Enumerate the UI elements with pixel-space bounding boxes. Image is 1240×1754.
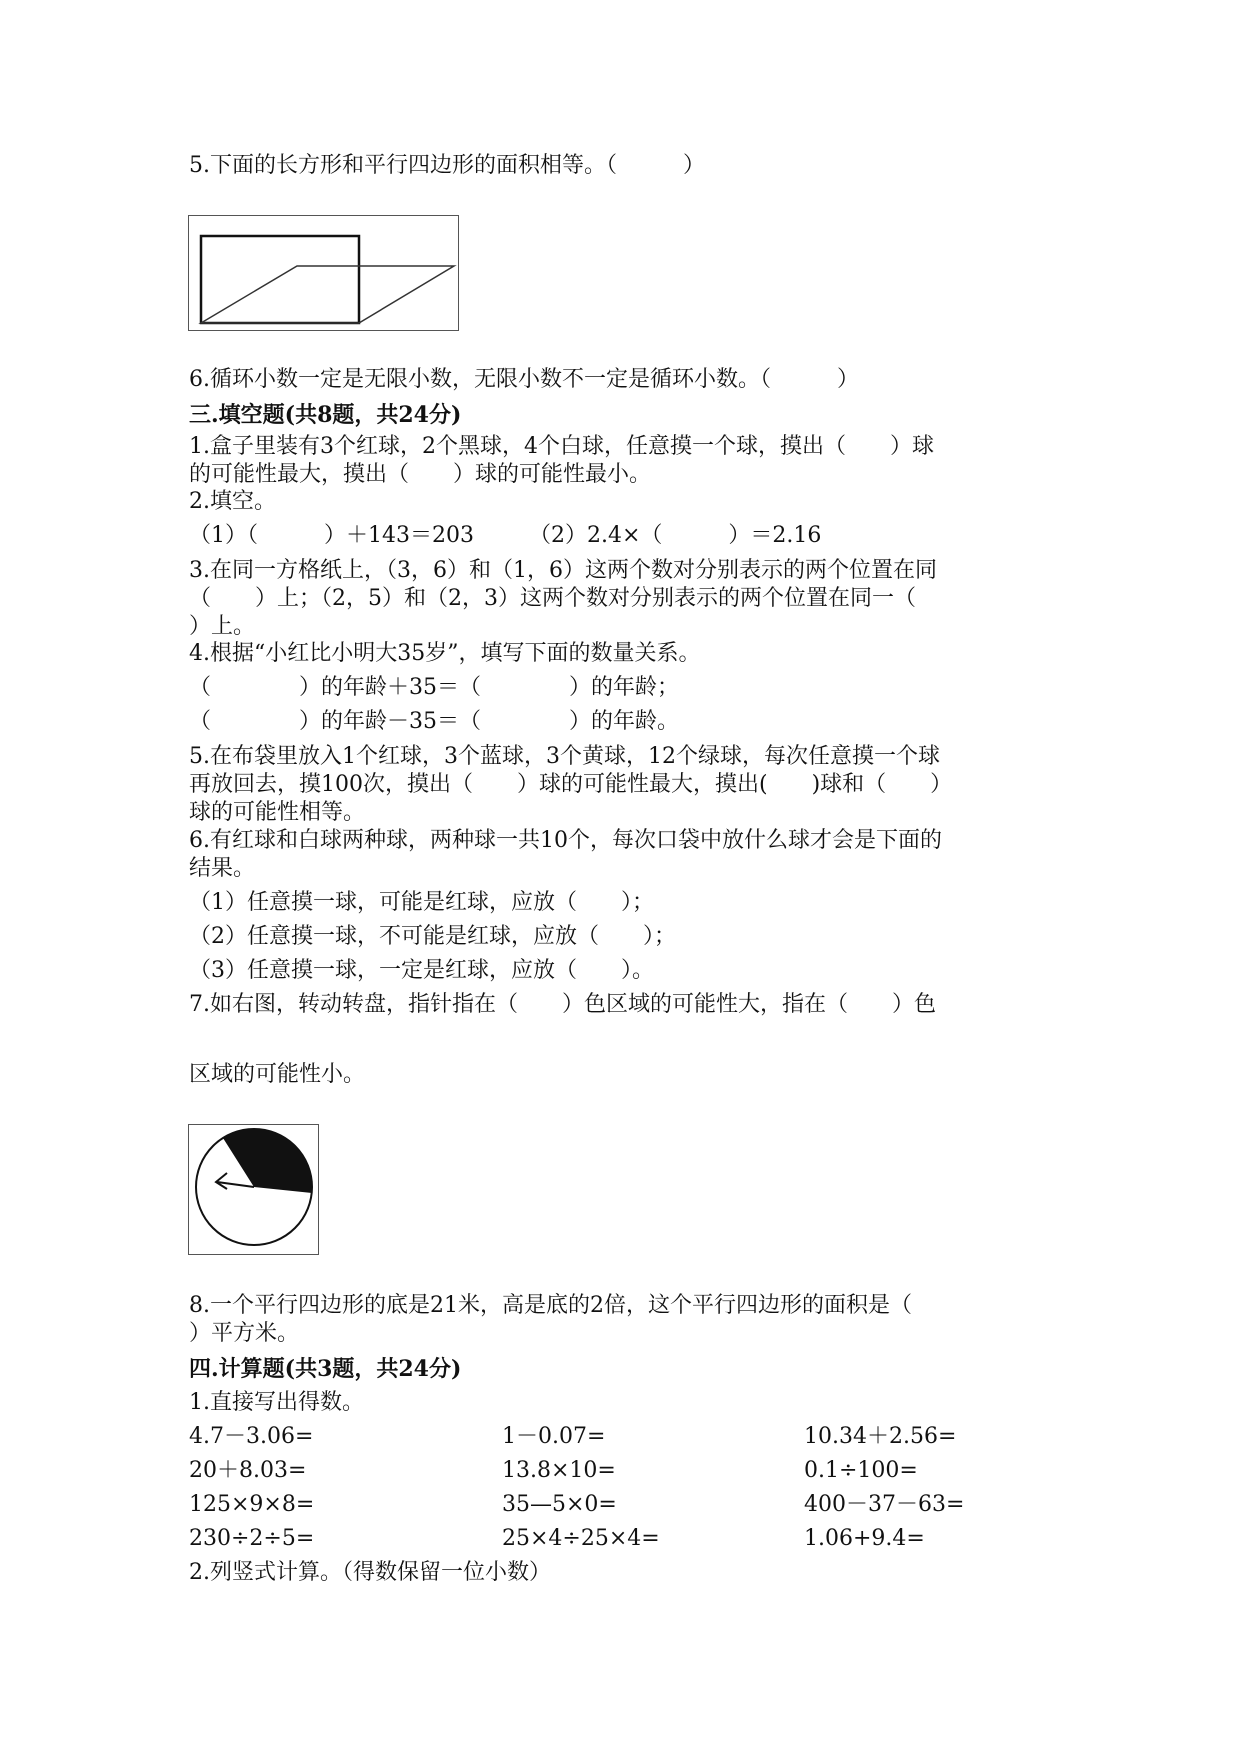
judge-q6: 6.循环小数一定是无限小数，无限小数不一定是循环小数。（ ） <box>189 367 859 392</box>
calc-cell: 125×9×8= <box>189 1492 315 1517</box>
fill-q1-line1: 1.盒子里装有3个红球，2个黑球，4个白球，任意摸一个球，摸出（ ）球 <box>189 434 934 459</box>
calc-cell: 230÷2÷5= <box>189 1526 315 1551</box>
fill-q6-item2: （2）任意摸一球，不可能是红球，应放（ ）； <box>189 924 676 949</box>
rectangle-parallelogram-figure <box>188 215 459 331</box>
fill-q7-line1: 7.如右图，转动转盘，指针指在（ ）色区域的可能性大，指在（ ）色 <box>189 992 936 1017</box>
fill-q6-item3: （3）任意摸一球，一定是红球，应放（ ）。 <box>189 958 654 983</box>
calc-cell: 0.1÷100= <box>804 1458 918 1483</box>
calc-cell: 35—5×0= <box>502 1492 617 1517</box>
calc-cell: 10.34＋2.56= <box>804 1424 957 1449</box>
calc-q1-title: 1.直接写出得数。 <box>189 1390 364 1415</box>
fill-q5-line1: 5.在布袋里放入1个红球，3个蓝球，3个黄球，12个绿球，每次任意摸一个球 <box>189 744 940 769</box>
rectangle-parallelogram-icon <box>189 216 458 330</box>
fill-q4-line2: （ ）的年龄＋35＝（ ）的年龄； <box>189 675 679 700</box>
section-heading-fill-blank: 三.填空题(共8题，共24分) <box>189 402 462 428</box>
calc-cell: 1.06+9.4= <box>804 1526 925 1551</box>
fill-q6-line2: 结果。 <box>189 856 256 881</box>
calc-cell: 13.8×10= <box>502 1458 616 1483</box>
fill-q4-line1: 4.根据“小红比小明大35岁”，填写下面的数量关系。 <box>189 641 701 666</box>
fill-q4-line3: （ ）的年龄－35＝（ ）的年龄。 <box>189 709 679 734</box>
calc-cell: 4.7－3.06= <box>189 1424 314 1449</box>
fill-q2-title: 2.填空。 <box>189 489 276 514</box>
spinner-figure <box>188 1124 319 1255</box>
judge-q5: 5.下面的长方形和平行四边形的面积相等。（ ） <box>189 153 705 178</box>
fill-q6-line1: 6.有红球和白球两种球，两种球一共10个，每次口袋中放什么球才会是下面的 <box>189 828 942 853</box>
spinner-wheel-icon <box>189 1125 318 1254</box>
calc-cell: 1－0.07= <box>502 1424 606 1449</box>
fill-q1-line2: 的可能性最大，摸出（ ）球的可能性最小。 <box>189 462 652 487</box>
fill-q3-line1: 3.在同一方格纸上，（3，6）和（1，6）这两个数对分别表示的两个位置在同 <box>189 558 937 583</box>
fill-q8-line1: 8.一个平行四边形的底是21米，高是底的2倍，这个平行四边形的面积是（ <box>189 1293 912 1318</box>
section-heading-calculation: 四.计算题(共3题，共24分) <box>189 1356 462 1382</box>
fill-q3-line3: ）上。 <box>189 614 256 639</box>
calc-q2-title: 2.列竖式计算。（得数保留一位小数） <box>189 1560 551 1585</box>
fill-q6-item1: （1）任意摸一球，可能是红球，应放（ ）； <box>189 890 654 915</box>
calc-cell: 25×4÷25×4= <box>502 1526 660 1551</box>
fill-q3-line2: （ ）上；（2，5）和（2，3）这两个数对分别表示的两个位置在同一（ <box>189 586 916 611</box>
fill-q2-items: （1）（ ）＋143＝203 （2）2.4×（ ）＝2.16 <box>189 523 822 548</box>
fill-q5-line2: 再放回去，摸100次，摸出（ ）球的可能性最大，摸出( )球和（ ） <box>189 772 953 797</box>
calc-cell: 400－37－63= <box>804 1492 965 1517</box>
calc-cell: 20＋8.03= <box>189 1458 307 1483</box>
fill-q7-line2: 区域的可能性小。 <box>189 1062 366 1087</box>
fill-q8-line2: ）平方米。 <box>189 1321 300 1346</box>
fill-q5-line3: 球的可能性相等。 <box>189 800 366 825</box>
